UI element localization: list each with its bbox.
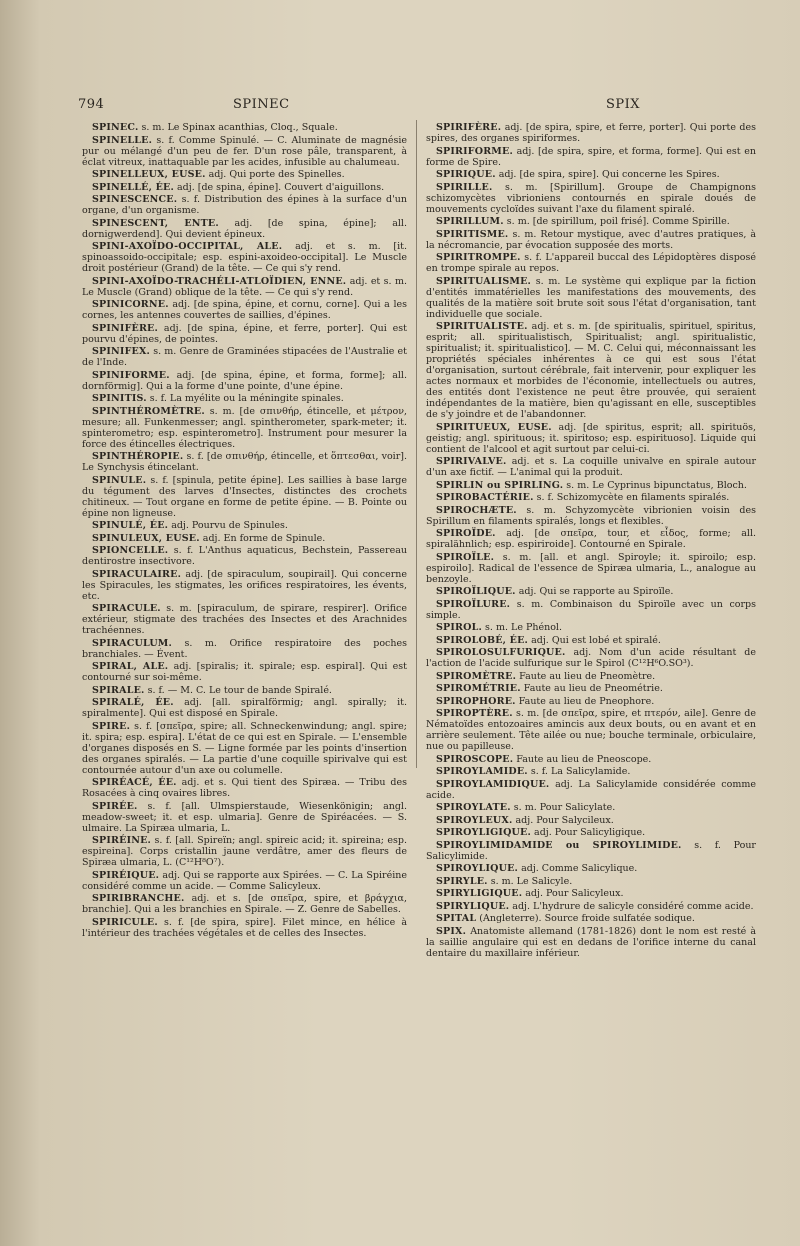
entry-definition: adj. Qui se rapporte au Spiroïle. bbox=[518, 586, 674, 597]
entry-definition: s. m. Le système qui explique par la fiction d'entités immatérielles les manifestations des mouvements, des qualités de la matière soit brute soit sous l'état d'organisation, tant individuelle que sociale. bbox=[426, 275, 756, 320]
entry-headword: SPIROYLEUX. bbox=[436, 814, 513, 826]
entry-definition: Faute au lieu de Pneoscope. bbox=[516, 753, 652, 765]
entry-headword: SPIROÏLURE. bbox=[436, 598, 511, 610]
entry-headword: SPIRYLE. bbox=[436, 875, 488, 887]
entry-definition: adj. [de spina, épine, et cornu, corne]. Qui a les cornes, les antennes couvertes de saillies, d'épines. bbox=[82, 299, 407, 321]
dictionary-entry bbox=[82, 122, 407, 133]
entry-headword: SPIRIFORME. bbox=[436, 145, 513, 157]
dictionary-entry bbox=[82, 661, 407, 683]
entry-definition: s. m. Le Salicyle. bbox=[490, 875, 573, 887]
entry-headword: SPINELLEUX, EUSE. bbox=[92, 169, 206, 180]
dictionary-entry bbox=[82, 777, 407, 799]
entry-definition: adj. [de spiritus, esprit; all. spirituös, geistig; angl. spirituous; it. spiritoso; esp. espirituoso]. Liquide qui contient de l'alcool et agit surtout par celui-ci. bbox=[426, 421, 756, 455]
entry-definition: s. f. La myélite ou la méningite spinales. bbox=[149, 393, 344, 404]
dictionary-entry bbox=[426, 622, 756, 633]
dictionary-entry bbox=[426, 683, 756, 694]
entry-definition: s. f. [spinula, petite épine]. Les saillies à base large du tégument des larves d'Insectes, distinctes des crochets chitineux. — Tout organe en forme de petite épine. — B. Pointe ou épine non ligneuse. bbox=[82, 474, 407, 519]
dictionary-entry bbox=[426, 876, 756, 887]
dictionary-entry bbox=[426, 422, 756, 455]
dictionary-entry bbox=[82, 346, 407, 368]
dictionary-entry bbox=[82, 241, 407, 274]
dictionary-entry bbox=[426, 815, 756, 826]
dictionary-entry bbox=[82, 135, 407, 168]
dictionary-entry bbox=[82, 533, 407, 544]
entry-definition: s. m. Le Phénol. bbox=[485, 622, 562, 633]
right-column bbox=[426, 122, 756, 960]
dictionary-entry bbox=[426, 901, 756, 912]
entry-headword: SPIRITUALISME. bbox=[436, 275, 532, 287]
entry-definition: adj. et s. Qui tient des Spiræa. — Tribu des Rosacées à cinq ovaires libres. bbox=[82, 777, 407, 799]
dictionary-entry bbox=[82, 370, 407, 392]
entry-headword: SPIRIBRANCHE. bbox=[92, 893, 185, 904]
entry-definition: s. m. [Spirillum]. Groupe de Champignons schizomycètes vibrioniens contournés en spirale doués de mouvements cycloïdes suivant l'axe du filament spiralé. bbox=[426, 181, 756, 215]
entry-headword: SPIRIFÈRE. bbox=[436, 122, 502, 133]
entry-definition: adj. et s. m. [it. spinoassoido-occipitale; esp. espini-axoideo-occipital]. Le Muscle droit postérieur (Grand) de la tête. — Ce qui s'y rend. bbox=[82, 241, 408, 274]
dictionary-entry bbox=[82, 721, 407, 776]
running-head-right: SPIX bbox=[606, 97, 641, 112]
dictionary-entry bbox=[82, 870, 407, 892]
entry-headword: SPIONCELLE. bbox=[92, 545, 169, 556]
entry-definition: s. f. Distribution des épines à la surface d'un organe, d'un organisme. bbox=[82, 194, 407, 216]
dictionary-entry bbox=[426, 505, 756, 527]
entry-definition: s. m. Le Cyprinus bipunctatus, Bloch. bbox=[566, 479, 747, 491]
entry-definition: adj. Qui porte des Spinelles. bbox=[208, 169, 345, 180]
dictionary-entry bbox=[82, 917, 407, 939]
dictionary-entry bbox=[82, 451, 407, 473]
entry-headword: SPIROSCOPE. bbox=[436, 753, 514, 765]
entry-definition: s. f. Comme Spinulé. — C. Aluminate de magnésie pur ou mélangé d'un peu de fer. D'un rose pâle, transparent, à éclat vitreux, inattaquable par les acides, infusible au chalumeau. bbox=[82, 134, 407, 168]
dictionary-entry bbox=[426, 888, 756, 899]
entry-headword: SPIRYLIQUE. bbox=[436, 900, 510, 912]
entry-headword: SPIRALÉ, ÉE. bbox=[92, 697, 174, 708]
running-head-left: SPINEC bbox=[233, 97, 290, 112]
dictionary-entry bbox=[82, 801, 407, 834]
dictionary-entry bbox=[82, 520, 407, 531]
dictionary-entry bbox=[82, 638, 407, 660]
entry-headword: SPIROLOBÉ, ÉE. bbox=[436, 634, 529, 646]
entry-definition: s. m. Le Spinax acanthias, Cloq., Squale. bbox=[141, 122, 338, 133]
left-column bbox=[82, 122, 407, 940]
entry-headword: SPIRIVALVE. bbox=[436, 456, 507, 467]
entry-headword: SPINI-AXOÏDO-OCCIPITAL, ALE. bbox=[92, 241, 283, 252]
entry-definition: adj. Pour Salycileux. bbox=[515, 814, 614, 826]
entry-headword: SPIRACULE. bbox=[92, 603, 161, 614]
dictionary-entry bbox=[82, 545, 407, 567]
entry-definition: adj. et s. [de σπεῖρα, spire, et βράγχια, branchie]. Qui a les branchies en Spirale. — Z. Genre de Sabelles. bbox=[82, 893, 407, 915]
dictionary-entry bbox=[426, 599, 756, 621]
dictionary-entry bbox=[426, 635, 756, 646]
dictionary-entry bbox=[426, 708, 756, 752]
entry-headword: SPIROYLAMIDIQUE. bbox=[436, 778, 550, 790]
dictionary-entry bbox=[82, 182, 407, 193]
entry-definition: adj. [de spina, épine]; all. dornigwerdend]. Qui devient épineux. bbox=[82, 217, 407, 240]
entry-definition: adj. [de spira, spire]. Qui concerne les Spires. bbox=[498, 169, 720, 180]
entry-definition: s. f. [all. Ulmspierstaude, Wiesenkönigin; angl. meadow-sweet; it. et esp. ulmaria]. Genre de Spiréacées. — S. ulmaire. La Spiræa ulmaria, L. bbox=[82, 800, 407, 834]
entry-definition: s. f. Pour Salicylimide. bbox=[426, 839, 756, 862]
entry-headword: SPINELLÉ, ÉE. bbox=[92, 181, 174, 193]
dictionary-entry bbox=[426, 229, 756, 251]
dictionary-entry bbox=[426, 146, 756, 168]
entry-headword: SPIROLOSULFURIQUE. bbox=[436, 647, 566, 658]
entry-definition: adj. Comme Salicylique. bbox=[521, 863, 638, 874]
entry-headword: SPIROYLIGIQUE. bbox=[436, 827, 531, 838]
entry-definition: adj. La Salicylamide considérée comme acide. bbox=[426, 778, 756, 801]
dictionary-entry bbox=[82, 835, 407, 868]
entry-definition: adj. [de spira, spire, et forma, forme]. Qui est en forme de Spire. bbox=[426, 145, 756, 168]
entry-headword: SPIROMÉTRIE. bbox=[436, 683, 521, 694]
dictionary-entry bbox=[82, 475, 407, 519]
dictionary-entry bbox=[426, 456, 756, 478]
dictionary-entry bbox=[426, 182, 756, 215]
entry-headword: SPIROPTÈRE. bbox=[436, 708, 513, 719]
dictionary-entry bbox=[426, 926, 756, 959]
entry-definition: adj. Pour Salicyligique. bbox=[534, 827, 646, 838]
entry-headword: SPIRICULE. bbox=[92, 916, 158, 928]
dictionary-entry bbox=[82, 393, 407, 404]
dictionary-entry bbox=[82, 603, 407, 636]
entry-definition: adj. Qui se rapporte aux Spirées. — C. La Spiréine considéré comme un acide. — Comme Salicyleux. bbox=[82, 869, 407, 892]
entry-definition: s. m. Schyzomycète vibrionien voisin des Spirillum en filaments spiralés, longs et flexibles. bbox=[426, 504, 756, 527]
entry-definition: Faute au lieu de Pneométrie. bbox=[523, 683, 663, 694]
dictionary-entry bbox=[426, 492, 756, 503]
entry-headword: SPINESCENCE. bbox=[92, 194, 178, 205]
dictionary-entry bbox=[82, 697, 407, 719]
entry-headword: SPIRYLIGIQUE. bbox=[436, 888, 523, 899]
entry-headword: SPIRÉE. bbox=[92, 800, 138, 812]
entry-headword: SPIX. bbox=[436, 925, 467, 937]
entry-headword: SPIRILLUM. bbox=[436, 216, 504, 227]
entry-headword: SPIROBACTÉRIE. bbox=[436, 492, 534, 503]
dictionary-entry bbox=[426, 252, 756, 274]
dictionary-entry bbox=[426, 528, 756, 550]
entry-definition: s. m. Retour mystique, avec d'autres pratiques, à la nécromancie, par évocation supposée des morts. bbox=[426, 228, 757, 251]
entry-headword: SPIRÉACÉ, ÉE. bbox=[92, 777, 177, 788]
dictionary-entry bbox=[426, 552, 756, 585]
entry-definition: s. f. — M. C. Le tour de bande Spiralé. bbox=[147, 684, 332, 696]
page-header bbox=[78, 97, 764, 117]
dictionary-entry bbox=[426, 216, 756, 227]
entry-definition: s. m. Combinaison du Spiroïle avec un corps simple. bbox=[426, 598, 756, 621]
entry-headword: SPINI-AXOÏDO-TRACHÉLI-ATLOÏDIEN, ENNE. bbox=[92, 275, 347, 287]
entry-headword: SPINULEUX, EUSE. bbox=[92, 532, 200, 544]
entry-definition: adj. Qui est lobé et spiralé. bbox=[531, 634, 661, 646]
entry-headword: SPIRILLE. bbox=[436, 181, 493, 193]
entry-headword: SPINULÉ, ÉE. bbox=[92, 520, 169, 531]
column-divider bbox=[416, 120, 417, 768]
dictionary-entry bbox=[426, 913, 756, 924]
entry-headword: SPIRALE. bbox=[92, 684, 145, 696]
entry-definition: adj. Pour Salicyleux. bbox=[525, 888, 624, 899]
entry-headword: SPIROMÈTRE. bbox=[436, 670, 517, 682]
entry-headword: SPINELLE. bbox=[92, 134, 153, 146]
entry-headword: SPIROYLATE. bbox=[436, 802, 511, 813]
entry-definition: s. f. Schizomycète en filaments spiralés. bbox=[536, 492, 730, 503]
entry-headword: SPIRITISME. bbox=[436, 228, 509, 240]
entry-headword: SPITAL bbox=[436, 913, 477, 924]
entry-headword: SPINIFEX. bbox=[92, 346, 151, 357]
entry-definition: adj. [all. spiralförmig; angl. spirally; it. spiralmente]. Qui est disposé en Spirale. bbox=[82, 697, 407, 719]
dictionary-entry bbox=[426, 802, 756, 813]
entry-definition: adj. [de spina, épine, et ferre, porter]. Qui est pourvu d'épines, de pointes. bbox=[82, 322, 407, 345]
entry-definition: s. f. La Salicylamide. bbox=[530, 766, 631, 777]
entry-headword: SPIRACULAIRE. bbox=[92, 568, 182, 580]
entry-definition: s. m. [all. et angl. Spiroyle; it. spiroilo; esp. espiroilo]. Radical de l'essence de Spiræa ulmaria, L., analogue au benzoyle. bbox=[426, 551, 756, 585]
entry-headword: SPIROYLIQUE. bbox=[436, 863, 519, 874]
entry-headword: SPINTHÉROMÈTRE. bbox=[92, 405, 205, 417]
dictionary-entry bbox=[426, 696, 756, 707]
dictionary-entry bbox=[426, 480, 756, 491]
entry-definition: s. m. Pour Salicylate. bbox=[513, 802, 616, 813]
entry-definition: Faute au lieu de Pneomètre. bbox=[519, 670, 656, 682]
entry-headword: SPIROÏLE. bbox=[436, 551, 495, 563]
entry-definition: adj. L'hydrure de salicyle considéré comme acide. bbox=[512, 900, 754, 912]
entry-definition: Anatomiste allemand (1781-1826) dont le nom est resté à la saillie angulaire qui est en dedans de l'orifice interne du canal dentaire du maxillaire inférieur. bbox=[426, 925, 756, 959]
dictionary-entry bbox=[426, 779, 756, 801]
entry-headword: SPIRLIN ou SPIRLING. bbox=[436, 479, 564, 491]
dictionary-entry bbox=[426, 754, 756, 765]
entry-definition: adj. et s. m. [de spiritualis, spirituel, spiritus, esprit; all. spiritualistisch, Spiritualist; angl. spiritualistic, spiritualist; it. spiritualistico]. — M. C. Celui qui, méconnaissant les propriétés spéciales inhérentes à ce qui est sous l'état d'organisation, surtout cérébrale, fait intervenir, pour expliquer les actes normaux et morbides de l'économie, intellectuels ou autres, des entités dont l'existence ne peut être prouvée, qui seraient indépendantes de la matière, bien qu'agissant en elle, susceptibles de s'y joindre et de l'abandonner. bbox=[426, 321, 756, 420]
entry-headword: SPIROYLIMIDAMIDE ou SPIROYLIMIDE. bbox=[436, 839, 682, 851]
entry-definition: s. f. [σπεῖρα, spire; all. Schneckenwindung; angl. spire; it. spira; esp. espira]. L'état de ce qui est en Spirale. — L'ensemble d'organes disposés en S. — Ligne formée par les points d'insertion des organes spiralés. — La partie d'une coquille spirivalve qui est contournée autour d'un axe ou columelle. bbox=[82, 720, 407, 776]
page-number: 794 bbox=[78, 97, 105, 112]
entry-definition: adj. Nom d'un acide résultant de l'action de l'acide sulfurique sur le Spirol (C¹²H⁶O.SO³). bbox=[426, 647, 756, 669]
entry-headword: SPIRACULUM. bbox=[92, 637, 173, 649]
dictionary-entry bbox=[82, 569, 407, 602]
dictionary-entry bbox=[426, 840, 756, 862]
dictionary-entry bbox=[82, 169, 407, 180]
entry-headword: SPINICORNE. bbox=[92, 299, 169, 310]
entry-headword: SPINIFÈRE. bbox=[92, 322, 159, 334]
entry-definition: s. m. [de σπεῖρα, spire, et πτερόν, aile]. Genre de Nématoïdes entozoaires amincis aux deux bouts, ou en avant et en arrière seulement. Tête ailée ou nue; bouche terminale, orbiculaire, nue ou papilleuse. bbox=[426, 708, 756, 752]
dictionary-entry bbox=[82, 299, 407, 321]
entry-definition: (Angleterre). Source froide sulfatée sodique. bbox=[479, 913, 695, 924]
entry-definition: adj. et s. m. Le Muscle (Grand) oblique de la tête. — Ce qui s'y rend. bbox=[82, 275, 407, 298]
entry-definition: s. f. [all. Spireïn; angl. spireic acid; it. spireina; esp. espireina]. Corps cristallin jaune verdâtre, amer des fleurs de Spiræa ulmaria, L. (C¹²H⁸O⁷). bbox=[82, 835, 407, 868]
entry-definition: adj. [de spira, spire, et ferre, porter]. Qui porte des spires, des organes spiriformes. bbox=[426, 122, 756, 144]
entry-headword: SPIRITROMPE. bbox=[436, 252, 521, 263]
entry-headword: SPIROÏLIQUE. bbox=[436, 586, 516, 597]
dictionary-entry bbox=[426, 321, 756, 420]
entry-definition: adj. En forme de Spinule. bbox=[202, 532, 326, 544]
entry-headword: SPIRÉIQUE. bbox=[92, 869, 160, 881]
dictionary-entry bbox=[426, 122, 756, 144]
entry-definition: s. m. [de spirillum, poil frisé]. Comme Spirille. bbox=[506, 216, 730, 227]
entry-headword: SPIRIQUE. bbox=[436, 169, 496, 180]
entry-headword: SPINITIS. bbox=[92, 393, 147, 404]
entry-headword: SPIROÏDE. bbox=[436, 528, 496, 539]
dictionary-entry bbox=[82, 893, 407, 915]
entry-headword: SPIROL. bbox=[436, 622, 483, 633]
dictionary-entry bbox=[82, 218, 407, 240]
dictionary-entry bbox=[426, 586, 756, 597]
entry-headword: SPIROCHÆTE. bbox=[436, 504, 517, 516]
entry-definition: s. m. [spiraculum, de spirare, respirer]. Orifice extérieur, stigmate des trachées des Insectes et des Arachnides trachéennes. bbox=[82, 603, 407, 636]
entry-headword: SPIROYLAMIDE. bbox=[436, 766, 528, 777]
entry-headword: SPINULE. bbox=[92, 474, 147, 486]
entry-definition: adj. [de spiraculum, soupirail]. Qui concerne les Spiracules, les stigmates, les orifices respiratoires, les évents, etc. bbox=[82, 568, 407, 602]
entry-definition: s. f. L'appareil buccal des Lépidoptères disposé en trompe spirale au repos. bbox=[426, 252, 756, 274]
dictionary-entry bbox=[426, 169, 756, 180]
entry-definition: s. f. [de spira, spire]. Filet mince, en hélice à l'intérieur des trachées végétales et de celles des Insectes. bbox=[82, 916, 407, 939]
entry-headword: SPIRÉINE. bbox=[92, 835, 152, 846]
entry-headword: SPIRE. bbox=[92, 720, 131, 732]
entry-headword: SPIRAL, ALE. bbox=[92, 661, 169, 672]
dictionary-entry bbox=[426, 276, 756, 320]
entry-definition: s. f. [de σπινθήρ, étincelle, et ὅπτεσθαι, voir]. Le Synchysis étincelant. bbox=[82, 451, 407, 473]
dictionary-entry bbox=[426, 863, 756, 874]
dictionary-entry bbox=[82, 323, 407, 345]
entry-definition: adj. [de spina, épine, et forma, forme]; all. dornförmig]. Qui a la forme d'une pointe, d'une épine. bbox=[82, 369, 407, 392]
entry-definition: adj. et s. La coquille univalve en spirale autour d'un axe fictif. — L'animal qui la produit. bbox=[426, 456, 756, 478]
entry-definition: s. m. [de σπινθήρ, étincelle, et μέτρον, mesure; all. Funkenmesser; angl. spintherometer, spark-meter; it. spinterometro; esp. espinterometro]. Instrument pour mesurer la force des étincelles électriques. bbox=[82, 405, 407, 450]
entry-definition: adj. Pourvu de Spinules. bbox=[171, 520, 288, 531]
entry-headword: SPINIFORME. bbox=[92, 369, 170, 381]
dictionary-entry bbox=[426, 671, 756, 682]
entry-definition: s. m. Orifice respiratoire des poches branchiales. — Évent. bbox=[82, 637, 407, 660]
entry-definition: adj. [spiralis; it. spirale; esp. espiral]. Qui est contourné sur soi-même. bbox=[82, 661, 407, 683]
entry-headword: SPINESCENT, ENTE. bbox=[92, 217, 219, 229]
entry-headword: SPINTHÉROPIE. bbox=[92, 451, 184, 462]
dictionary-entry bbox=[426, 827, 756, 838]
entry-definition: Faute au lieu de Pneophore. bbox=[518, 695, 655, 707]
entry-definition: s. m. Genre de Graminées stipacées de l'Australie et de l'Inde. bbox=[82, 346, 407, 368]
entry-headword: SPIRITUEUX, EUSE. bbox=[436, 421, 552, 433]
dictionary-entry bbox=[82, 406, 407, 450]
dictionary-entry bbox=[82, 276, 407, 298]
entry-headword: SPIROPHORE. bbox=[436, 695, 516, 707]
entry-definition: s. f. L'Anthus aquaticus, Bechstein, Passereau dentirostre insectivore. bbox=[82, 545, 408, 567]
entry-definition: adj. [de spina, épine]. Couvert d'aiguillons. bbox=[177, 181, 385, 193]
entry-headword: SPINEC. bbox=[92, 122, 139, 133]
dictionary-entry bbox=[82, 194, 407, 216]
entry-headword: SPIRITUALISTE. bbox=[436, 321, 528, 332]
dictionary-entry bbox=[426, 647, 756, 669]
dictionary-entry bbox=[82, 685, 407, 696]
dictionary-entry bbox=[426, 766, 756, 777]
entry-definition: adj. [de σπεῖρα, tour, et εἶδος, forme; all. spiralähnlich; esp. espiriroide]. Contourné en Spirale. bbox=[426, 528, 756, 550]
